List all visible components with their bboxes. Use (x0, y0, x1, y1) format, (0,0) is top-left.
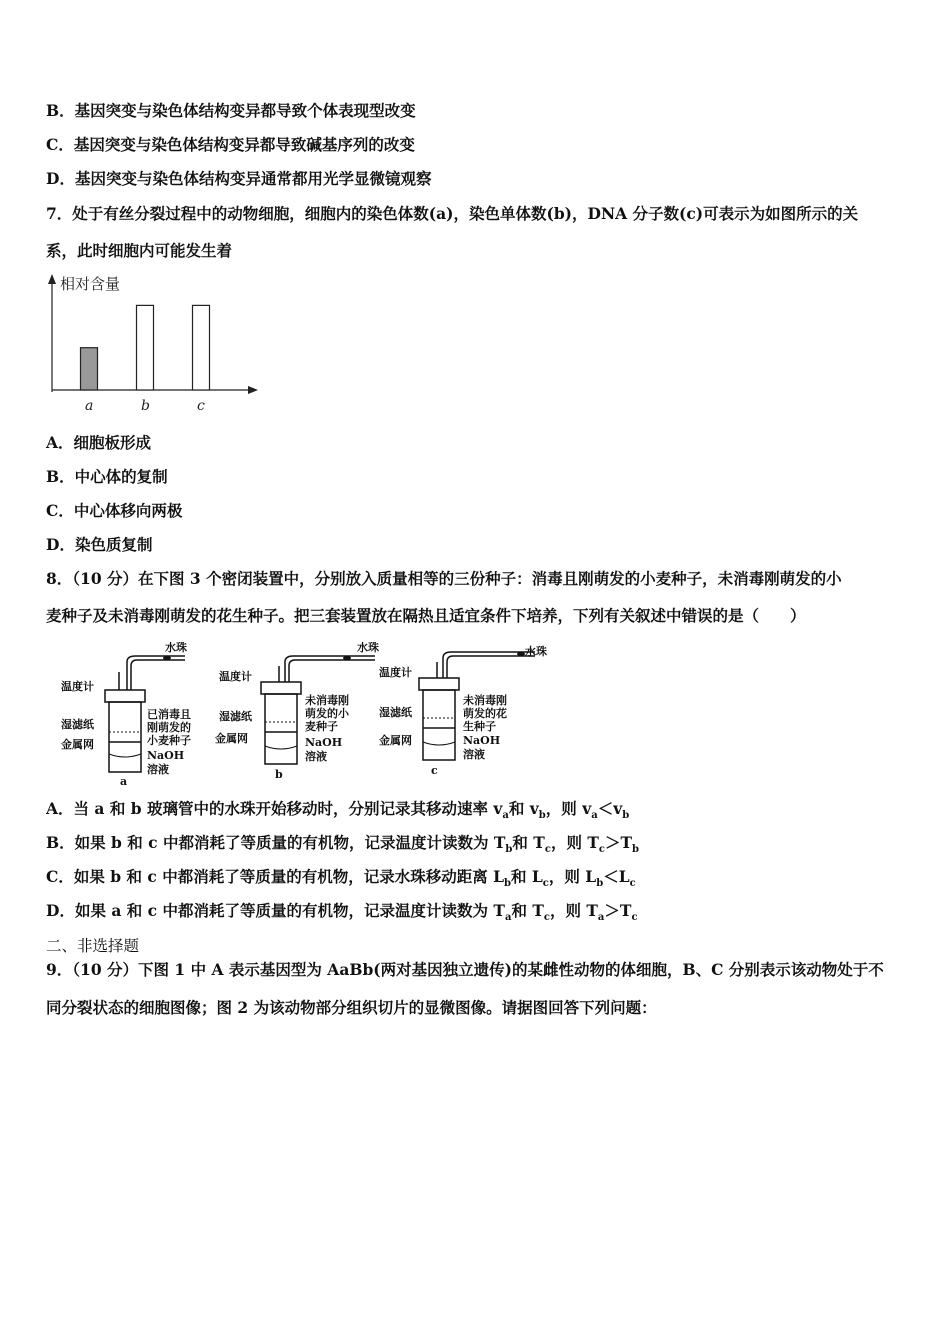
q7-stem-line1: 7．处于有丝分裂过程中的动物细胞，细胞内的染色体数(a)，染色单体数(b)，DNA 分子数(c)可表示为如图所示的关 (46, 204, 859, 223)
q8-apparatus-figure (55, 642, 665, 790)
q8-stem-line2: 麦种子及未消毒刚萌发的花生种子。把三套装置放在隔热且适宜条件下培养，下列有关叙述中错误的是（ ） (46, 606, 806, 625)
q6-option-c: C．基因突变与染色体结构变异都导致碱基序列的改变 (46, 135, 415, 154)
seed-label-b-3: 麦种子 (305, 720, 338, 733)
q6-option-b: B．基因突变与染色体结构变异都导致个体表现型改变 (46, 101, 416, 120)
q9-stem-line2: 同分裂状态的细胞图像；图 2 为该动物部分组织切片的显微图像。请据图回答下列问题： (46, 998, 657, 1017)
q7-option-a: A．细胞板形成 (46, 433, 152, 452)
q7-bar-chart (40, 270, 270, 416)
q9-stem-line1: 9．（10 分）下图 1 中 A 表示基因型为 AaBb(两对基因独立遗传)的某雌性动物的体细胞，B、C 分别表示该动物处于不 (46, 960, 884, 979)
seed-label-a-1: 已消毒且 (147, 708, 191, 721)
apparatus-label-a: a (120, 775, 128, 788)
naoh-label-a: NaOH (147, 749, 185, 762)
q8-stem-line1: 8．（10 分）在下图 3 个密闭装置中，分别放入质量相等的三份种子：消毒且刚萌发的小麦种子，未消毒刚萌发的小 (46, 569, 842, 588)
seed-label-b-1: 未消毒刚 (305, 694, 349, 707)
apparatus-c (379, 644, 547, 777)
tick-label-c: c (197, 398, 205, 414)
seed-label-b-2: 萌发的小 (305, 707, 349, 720)
bar-a (81, 348, 98, 390)
chart-x-arrow (248, 386, 258, 394)
bar-b (137, 305, 154, 390)
apparatus-label-c: c (431, 764, 438, 777)
solution-label-c: 溶液 (463, 748, 485, 761)
apparatus-label-b: b (275, 768, 283, 781)
solution-label-b: 溶液 (305, 750, 327, 763)
wet-paper-label-c: 湿滤纸 (379, 706, 412, 719)
thermometer-label-c: 温度计 (379, 666, 412, 679)
q8-option-c: C．如果 b 和 c 中都消耗了等质量的有机物，记录水珠移动距离 $L_b$和 $L_c$，则 $L_b<L_c$ (46, 867, 636, 890)
seed-label-c-1: 未消毒刚 (463, 694, 507, 707)
seed-label-a-3: 小麦种子 (147, 734, 191, 747)
q8-option-d: D．如果 a 和 c 中都消耗了等质量的有机物，记录温度计读数为 $T_a$和 $T_c$，则 $T_a>T_c$ (46, 901, 638, 924)
chart-y-arrow (48, 274, 56, 284)
metal-net-label-a: 金属网 (61, 738, 94, 751)
thermometer-label-a: 温度计 (61, 680, 94, 693)
tick-label-b: b (141, 398, 150, 414)
naoh-label-b: NaOH (305, 736, 343, 749)
q8-option-a: A．当 a 和 b 玻璃管中的水珠开始移动时，分别记录其移动速率 $v_a$和 $v_b$，则 $v_a<v_b$ (46, 799, 630, 822)
apparatus-b (215, 642, 379, 781)
seed-label-c-2: 萌发的花 (463, 707, 507, 720)
metal-net-label-c: 金属网 (379, 734, 412, 747)
seed-label-c-3: 生种子 (463, 720, 496, 733)
q8-option-b: B．如果 b 和 c 中都消耗了等质量的有机物，记录温度计读数为 $T_b$和 $T_c$，则 $T_c>T_b$ (46, 833, 640, 856)
water-bead-label-b: 水珠 (357, 642, 379, 654)
naoh-label-c: NaOH (463, 734, 501, 747)
apparatus-a (61, 642, 191, 788)
q7-option-c: C．中心体移向两极 (46, 501, 183, 520)
q7-option-d: D．染色质复制 (46, 535, 153, 554)
tick-label-a: a (85, 398, 94, 414)
water-bead-label-a: 水珠 (165, 642, 187, 654)
q7-stem-line2: 系，此时细胞内可能发生着 (46, 241, 233, 260)
section-heading: 二、非选择题 (46, 937, 140, 955)
bar-c (193, 305, 210, 390)
wet-paper-label-a: 湿滤纸 (61, 718, 94, 731)
q6-option-d: D．基因突变与染色体结构变异通常都用光学显微镜观察 (46, 169, 432, 188)
water-bead-label-c: 水珠 (525, 645, 547, 658)
chart-y-label: 相对含量 (60, 275, 121, 293)
solution-label-a: 溶液 (147, 763, 169, 776)
thermometer-label-b: 温度计 (219, 670, 252, 683)
metal-net-label-b: 金属网 (215, 732, 248, 745)
wet-paper-label-b: 湿滤纸 (219, 710, 252, 723)
seed-label-a-2: 刚萌发的 (147, 721, 191, 734)
q7-option-b: B．中心体的复制 (46, 467, 168, 486)
